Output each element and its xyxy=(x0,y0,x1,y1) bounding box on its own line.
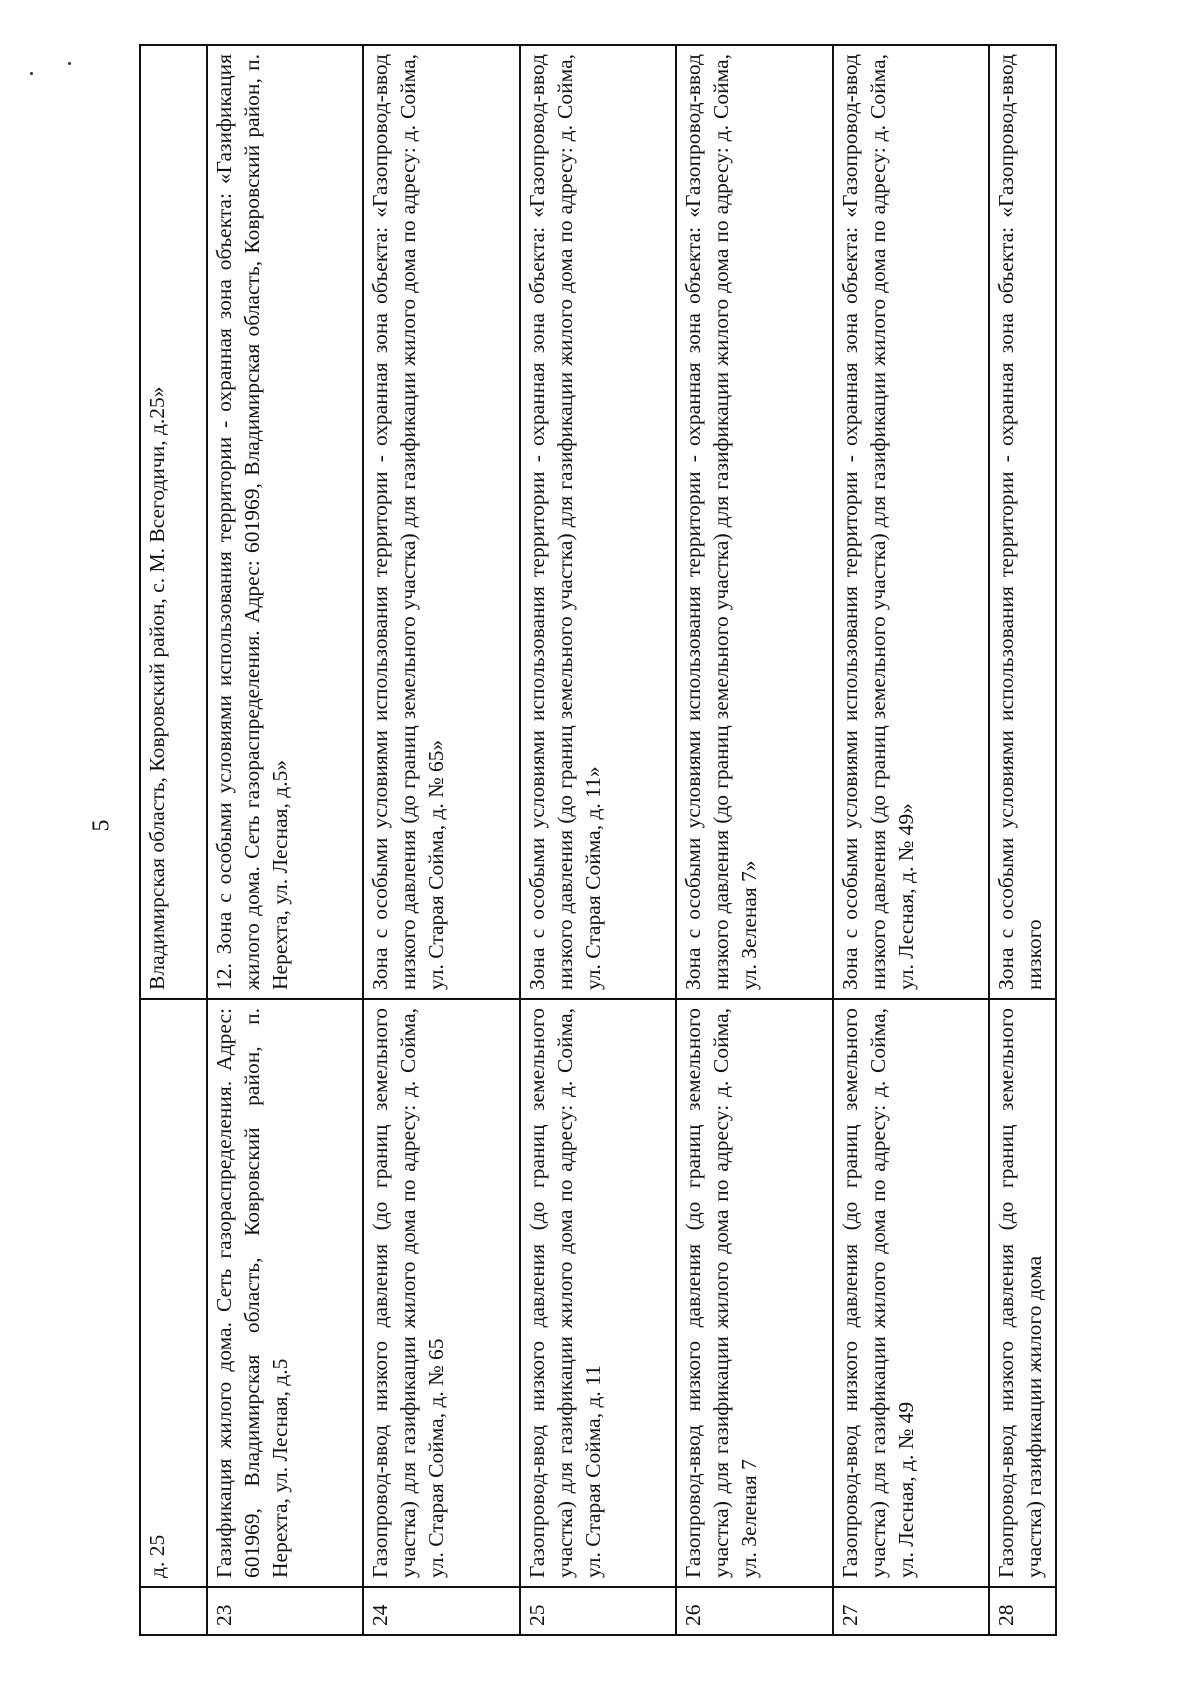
zone-description: Зона с особыми условиями использования территории - охранная зона объекта: «Газопровод-ввод низкого давления (до границ земельного участка) для газификации жилого дома по адресу: д. Сойма, ул. Старая Сойма, д. 11» xyxy=(520,45,676,999)
row-number: 27 xyxy=(833,1587,989,1635)
scan-speck xyxy=(68,62,71,65)
object-name: Газификация жилого дома. Сеть газораспределения. Адрес: 601969, Владимирская область, Ковровский район, п. Нерехта, ул. Лесная, д.5 xyxy=(207,999,363,1587)
object-name: д. 25 xyxy=(140,999,207,1587)
object-name: Газопровод-ввод низкого давления (до границ земельного участка) для газификации жилого дома по адресу: д. Сойма, ул. Старая Сойма, д. № 65 xyxy=(363,999,519,1587)
zones-table xyxy=(139,44,1057,1636)
row-number: 25 xyxy=(520,1587,676,1635)
zone-description: 12. Зона с особыми условиями использования территории - охранная зона объекта: «Газификация жилого дома. Сеть газораспределения. Адрес: 601969, Владимирская область, Ковровский район, п. Нерехта, ул. Лесная, д.5» xyxy=(207,45,363,999)
table-row xyxy=(520,45,676,1635)
row-number: 26 xyxy=(676,1587,832,1635)
table-row xyxy=(676,45,832,1635)
table-row xyxy=(363,45,519,1635)
table-row xyxy=(140,45,207,1635)
table-row xyxy=(833,45,989,1635)
row-number: 24 xyxy=(363,1587,519,1635)
zone-description: Зона с особыми условиями использования территории - охранная зона объекта: «Газопровод-ввод низкого давления (до границ земельного участка) для газификации жилого дома по адресу: д. Сойма, ул. Лесная, д. № 49» xyxy=(833,45,989,999)
row-number: 28 xyxy=(989,1587,1056,1635)
row-number xyxy=(140,1587,207,1635)
scan-speck xyxy=(30,72,33,75)
zone-description: Зона с особыми условиями использования территории - охранная зона объекта: «Газопровод-ввод низкого давления (до границ земельного участка) для газификации жилого дома по адресу: д. Сойма, ул. Зеленая 7» xyxy=(676,45,832,999)
zone-description: Зона с особыми условиями использования территории - охранная зона объекта: «Газопровод-ввод низкого xyxy=(989,45,1056,999)
page-number: 5 xyxy=(88,819,115,832)
zone-description: Зона с особыми условиями использования территории - охранная зона объекта: «Газопровод-ввод низкого давления (до границ земельного участка) для газификации жилого дома по адресу: д. Сойма, ул. Старая Сойма, д. № 65» xyxy=(363,45,519,999)
object-name: Газопровод-ввод низкого давления (до границ земельного участка) газификации жилого дома xyxy=(989,999,1056,1587)
object-name: Газопровод-ввод низкого давления (до границ земельного участка) для газификации жилого дома по адресу: д. Сойма, ул. Старая Сойма, д. 11 xyxy=(520,999,676,1587)
zone-description: Владимирская область, Ковровский район, с. М. Всегодичи, д.25» xyxy=(140,45,207,999)
object-name: Газопровод-ввод низкого давления (до границ земельного участка) для газификации жилого дома по адресу: д. Сойма, ул. Лесная, д. № 49 xyxy=(833,999,989,1587)
table-row xyxy=(207,45,363,1635)
row-number: 23 xyxy=(207,1587,363,1635)
object-name: Газопровод-ввод низкого давления (до границ земельного участка) для газификации жилого дома по адресу: д. Сойма, ул. Зеленая 7 xyxy=(676,999,832,1587)
table-row xyxy=(989,45,1056,1635)
rotated-table-container xyxy=(139,46,1057,1636)
